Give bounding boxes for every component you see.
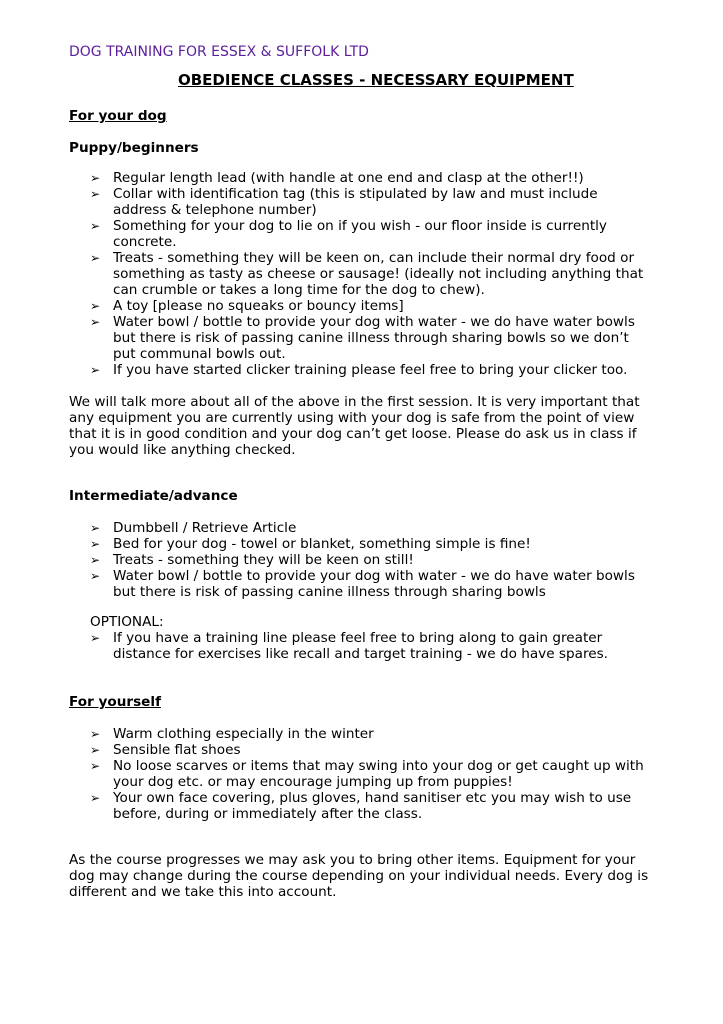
- list-item: [90, 218, 650, 250]
- list-item-text: If you have a training line please feel free to bring along to gain greater distance for exercises like recall and target training - we do have spares.: [113, 630, 608, 662]
- bullet-arrow-icon: ➢: [90, 631, 101, 645]
- list-item-text: Bed for your dog - towel or blanket, something simple is fine!: [113, 536, 531, 552]
- intermediate-equipment-list: [90, 520, 650, 600]
- list-item: [90, 742, 650, 758]
- list-item: [90, 314, 650, 362]
- bullet-arrow-icon: ➢: [90, 759, 101, 773]
- optional-equipment-list: [90, 630, 650, 662]
- bullet-arrow-icon: ➢: [90, 727, 101, 741]
- section-heading-for-yourself: For yourself: [69, 694, 161, 710]
- list-item-text: Treats - something they will be keen on still!: [113, 552, 414, 568]
- bullet-arrow-icon: ➢: [90, 187, 101, 201]
- list-item-text: Treats - something they will be keen on, can include their normal dry food or something as tasty as cheese or sausage! (ideally not including anything that can crumble or takes a long time for the dog to chew).: [113, 250, 644, 298]
- list-item-text: Warm clothing especially in the winter: [113, 726, 374, 742]
- bullet-arrow-icon: ➢: [90, 251, 101, 265]
- bullet-arrow-icon: ➢: [90, 315, 101, 329]
- list-item: [90, 250, 650, 298]
- list-item-text: Collar with identification tag (this is stipulated by law and must include address & telephone number): [113, 186, 598, 218]
- list-item: [90, 170, 650, 186]
- list-item: [90, 298, 650, 314]
- optional-label: OPTIONAL:: [90, 614, 164, 630]
- subheading-intermediate-advance: Intermediate/advance: [69, 488, 238, 504]
- bullet-arrow-icon: ➢: [90, 299, 101, 313]
- bullet-arrow-icon: ➢: [90, 219, 101, 233]
- bullet-arrow-icon: ➢: [90, 171, 101, 185]
- page-title: OBEDIENCE CLASSES - NECESSARY EQUIPMENT: [178, 71, 574, 89]
- list-item-text: Dumbbell / Retrieve Article: [113, 520, 297, 536]
- list-item-text: If you have started clicker training please feel free to bring your clicker too.: [113, 362, 628, 378]
- yourself-equipment-list: [90, 726, 650, 822]
- closing-note-paragraph: As the course progresses we may ask you to bring other items. Equipment for your dog may change during the course depending on your individual needs. Every dog is different and we take this into account.: [69, 852, 649, 900]
- list-item: [90, 630, 650, 662]
- list-item: [90, 726, 650, 742]
- bullet-arrow-icon: ➢: [90, 521, 101, 535]
- list-item-text: Regular length lead (with handle at one end and clasp at the other!!): [113, 170, 584, 186]
- list-item-text: Sensible flat shoes: [113, 742, 241, 758]
- section-heading-for-your-dog: For your dog: [69, 108, 167, 124]
- list-item: [90, 186, 650, 218]
- list-item-text: No loose scarves or items that may swing into your dog or get caught up with your dog etc. or may encourage jumping up from puppies!: [113, 758, 644, 790]
- list-item-text: Water bowl / bottle to provide your dog with water - we do have water bowls but there is risk of passing canine illness through sharing bowls so we don’t put communal bowls out.: [113, 314, 635, 362]
- list-item: [90, 536, 650, 552]
- list-item-text: Water bowl / bottle to provide your dog with water - we do have water bowls but there is risk of passing canine illness through sharing bowls: [113, 568, 635, 600]
- bullet-arrow-icon: ➢: [90, 537, 101, 551]
- bullet-arrow-icon: ➢: [90, 553, 101, 567]
- list-item-text: A toy [please no squeaks or bouncy items]: [113, 298, 404, 314]
- list-item: [90, 362, 650, 378]
- bullet-arrow-icon: ➢: [90, 791, 101, 805]
- list-item: [90, 520, 650, 536]
- list-item-text: Your own face covering, plus gloves, hand sanitiser etc you may wish to use before, during or immediately after the class.: [113, 790, 632, 822]
- subheading-puppy-beginners: Puppy/beginners: [69, 140, 199, 156]
- bullet-arrow-icon: ➢: [90, 569, 101, 583]
- list-item: [90, 790, 650, 822]
- equipment-note-paragraph: We will talk more about all of the above in the first session. It is very important that any equipment you are currently using with your dog is safe from the point of view that it is in good condition and your dog can’t get loose. Please do ask us in class if you would like anything checked.: [69, 394, 640, 458]
- list-item: [90, 568, 650, 600]
- organisation-name: DOG TRAINING FOR ESSEX & SUFFOLK LTD: [69, 44, 369, 60]
- list-item: [90, 552, 650, 568]
- list-item-text: Something for your dog to lie on if you wish - our floor inside is currently concrete.: [113, 218, 607, 250]
- puppy-equipment-list: [90, 170, 650, 378]
- list-item: [90, 758, 650, 790]
- bullet-arrow-icon: ➢: [90, 363, 101, 377]
- bullet-arrow-icon: ➢: [90, 743, 101, 757]
